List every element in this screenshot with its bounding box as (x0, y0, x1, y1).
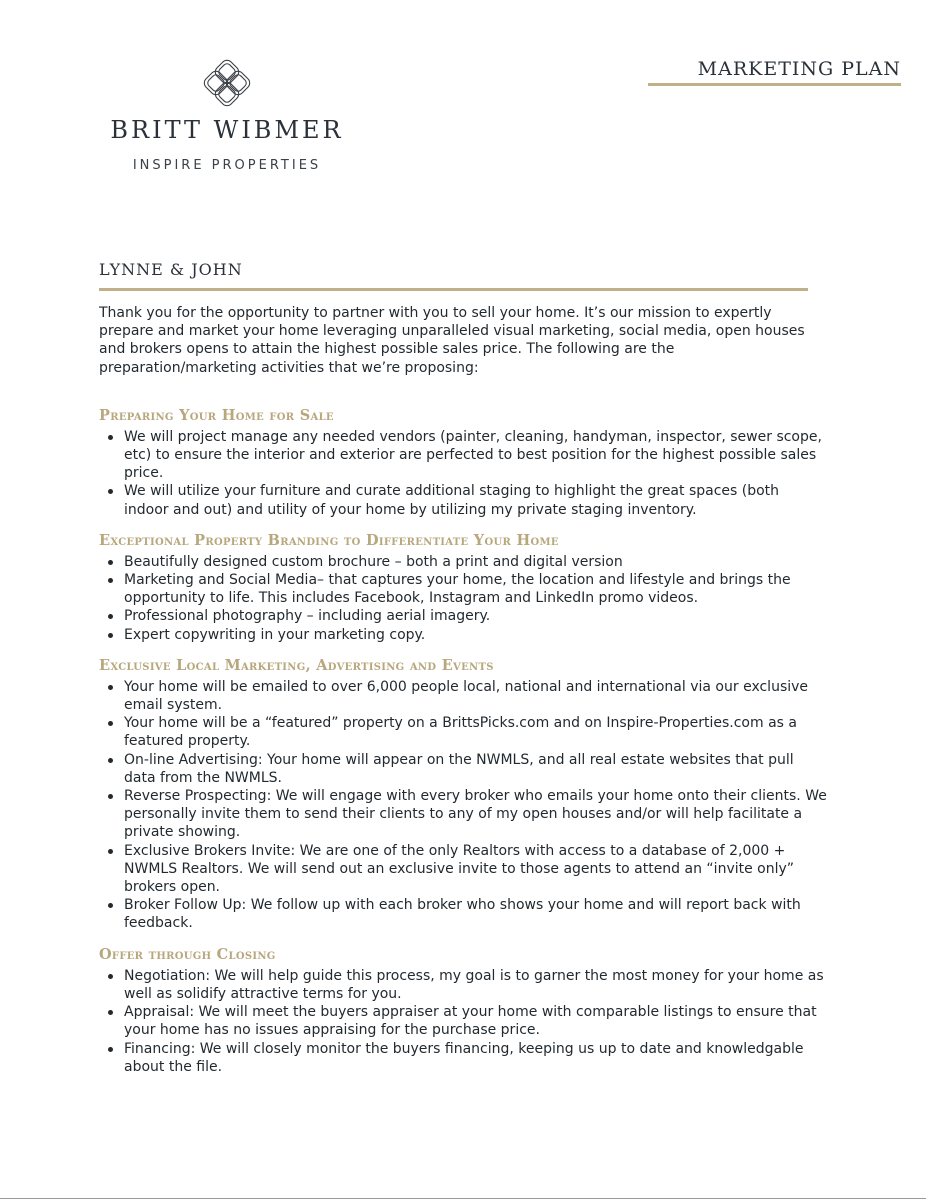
brand-name: BRITT WIBMER (110, 116, 344, 144)
list-item: Your home will be a “featured” property on a BrittsPicks.com and on Inspire-Properties.com as a featured property. (124, 714, 827, 750)
section-list-closing (99, 967, 827, 1076)
intro-paragraph: Thank you for the opportunity to partner with you to sell your home. It’s our mission to expertly prepare and market your home leveraging unparalleled visual marketing, social media, open houses and brokers opens to attain the highest possible sales price. The following are the preparation/marketing activities that we’re proposing: (99, 305, 805, 376)
list-item: Financing: We will closely monitor the buyers financing, keeping us up to date and knowledgable about the file. (124, 1040, 827, 1076)
brand-logo (94, 58, 360, 173)
section-list-marketing (99, 678, 827, 933)
document-title: MARKETING PLAN (648, 58, 901, 86)
list-item: Marketing and Social Media– that captures your home, the location and lifestyle and brings the opportunity to life. This includes Facebook, Instagram and LinkedIn promo videos. (124, 571, 827, 607)
list-item: We will project manage any needed vendors (painter, cleaning, handyman, inspector, sewer scope, etc) to ensure the interior and exterior are perfected to best position for the highest possible sales price. (124, 428, 827, 483)
list-item: Beautifully designed custom brochure – both a print and digital version (124, 553, 827, 571)
document-body (99, 304, 827, 1076)
knot-icon (202, 58, 252, 108)
list-item: Negotiation: We will help guide this process, my goal is to garner the most money for your home as well as solidify attractive terms for you. (124, 967, 827, 1003)
section-list-preparing (99, 428, 827, 519)
list-item: Your home will be emailed to over 6,000 people local, national and international via our exclusive email system. (124, 678, 827, 714)
list-item: Professional photography – including aerial imagery. (124, 607, 827, 625)
page-bottom-divider (0, 1198, 926, 1199)
section-title-branding: Exceptional Property Branding to Differentiate Your Home (99, 531, 559, 549)
client-name: LYNNE & JOHN (99, 260, 808, 291)
list-item: Exclusive Brokers Invite: We are one of the only Realtors with access to a database of 2,000 + NWMLS Realtors. We will send out an exclusive invite to those agents to attend an “invite only” brokers open. (124, 842, 827, 897)
list-item: Broker Follow Up: We follow up with each broker who shows your home and will report back with feedback. (124, 896, 827, 932)
list-item: We will utilize your furniture and curate additional staging to highlight the great spaces (both indoor and out) and utility of your home by utilizing my private staging inventory. (124, 482, 827, 518)
section-list-branding (99, 553, 827, 644)
list-item: Appraisal: We will meet the buyers appraiser at your home with comparable listings to ensure that your home has no issues appraising for the purchase price. (124, 1003, 827, 1039)
section-title-preparing: Preparing Your Home for Sale (99, 406, 334, 424)
list-item: On-line Advertising: Your home will appear on the NWMLS, and all real estate websites that pull data from the NWMLS. (124, 751, 827, 787)
section-title-marketing: Exclusive Local Marketing, Advertising and Events (99, 656, 494, 674)
list-item: Reverse Prospecting: We will engage with every broker who emails your home onto their clients. We personally invite them to send their clients to any of my open houses and/or will help facilitate a private showing. (124, 788, 827, 841)
brand-subtitle: INSPIRE PROPERTIES (132, 158, 322, 173)
list-item: Expert copywriting in your marketing copy. (124, 626, 827, 644)
section-title-closing: Offer through Closing (99, 945, 276, 963)
